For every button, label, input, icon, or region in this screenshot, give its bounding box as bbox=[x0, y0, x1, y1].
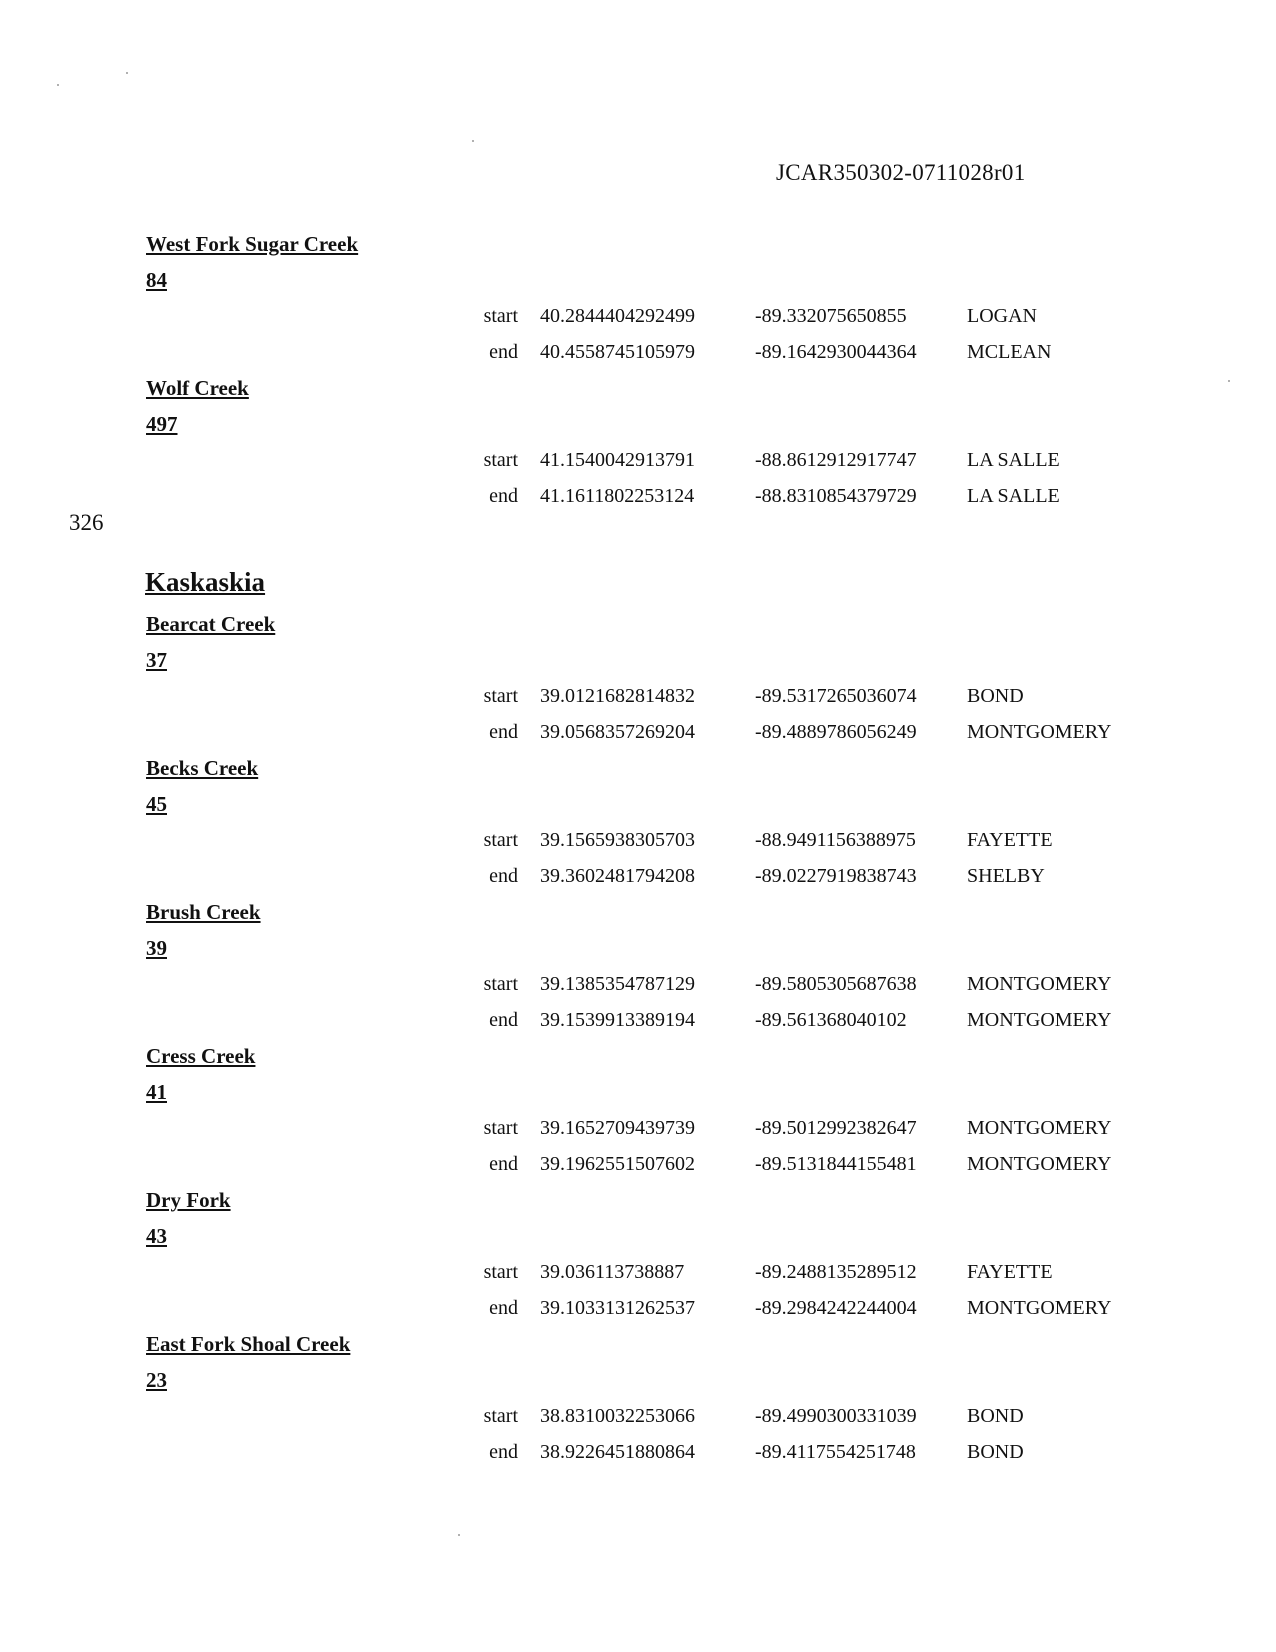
latitude-value: 39.0568357269204 bbox=[540, 721, 695, 743]
creek-code: 497 bbox=[146, 412, 178, 436]
creek-entry bbox=[0, 894, 1276, 1038]
county-name: MONTGOMERY bbox=[967, 1009, 1112, 1031]
point-label: end bbox=[489, 721, 518, 743]
coordinate-row bbox=[0, 858, 1276, 894]
latitude-value: 38.8310032253066 bbox=[540, 1405, 695, 1427]
point-label: end bbox=[489, 485, 518, 507]
creek-entry bbox=[0, 1038, 1276, 1182]
creek-name: West Fork Sugar Creek bbox=[146, 232, 359, 256]
county-name: MONTGOMERY bbox=[967, 721, 1112, 743]
scan-speck bbox=[57, 84, 59, 86]
creek-name: Dry Fork bbox=[146, 1188, 231, 1212]
coordinate-row bbox=[0, 678, 1276, 714]
basin-creek-list bbox=[0, 606, 1276, 1470]
point-label: end bbox=[489, 1297, 518, 1319]
point-label: end bbox=[489, 341, 518, 363]
latitude-value: 41.1611802253124 bbox=[540, 485, 695, 507]
longitude-value: -89.2488135289512 bbox=[755, 1261, 917, 1283]
county-name: SHELBY bbox=[967, 865, 1045, 887]
creek-code: 41 bbox=[146, 1080, 167, 1104]
latitude-value: 39.036113738887 bbox=[540, 1261, 685, 1283]
county-name: MCLEAN bbox=[967, 341, 1052, 363]
longitude-value: -88.8612912917747 bbox=[755, 449, 917, 471]
latitude-value: 39.1385354787129 bbox=[540, 973, 695, 995]
document-body bbox=[0, 226, 1276, 1470]
coordinate-row bbox=[0, 714, 1276, 750]
point-label: end bbox=[489, 1009, 518, 1031]
creek-entry bbox=[0, 1326, 1276, 1470]
coordinate-row bbox=[0, 1290, 1276, 1326]
county-name: MONTGOMERY bbox=[967, 1153, 1112, 1175]
longitude-value: -88.9491156388975 bbox=[755, 829, 916, 851]
longitude-value: -89.1642930044364 bbox=[755, 341, 917, 363]
latitude-value: 39.1033131262537 bbox=[540, 1297, 695, 1319]
pre-section bbox=[0, 226, 1276, 514]
longitude-value: -89.561368040102 bbox=[755, 1009, 907, 1031]
longitude-value: -89.5805305687638 bbox=[755, 973, 917, 995]
latitude-value: 41.1540042913791 bbox=[540, 449, 695, 471]
point-label: start bbox=[483, 1117, 518, 1139]
coordinate-row bbox=[0, 334, 1276, 370]
coordinate-row bbox=[0, 966, 1276, 1002]
point-label: end bbox=[489, 865, 518, 887]
coordinate-row bbox=[0, 298, 1276, 334]
creek-name: Wolf Creek bbox=[146, 376, 249, 400]
creek-entry bbox=[0, 750, 1276, 894]
coordinate-row bbox=[0, 1398, 1276, 1434]
county-name: BOND bbox=[967, 1441, 1024, 1463]
point-label: start bbox=[483, 1405, 518, 1427]
creek-entry bbox=[0, 370, 1276, 514]
line-number: 326 bbox=[69, 510, 104, 535]
longitude-value: -89.5012992382647 bbox=[755, 1117, 917, 1139]
county-name: FAYETTE bbox=[967, 1261, 1053, 1283]
latitude-value: 39.1539913389194 bbox=[540, 1009, 695, 1031]
creek-name: Brush Creek bbox=[146, 900, 261, 924]
longitude-value: -89.4889786056249 bbox=[755, 721, 917, 743]
basin-title: Kaskaskia bbox=[145, 567, 266, 597]
county-name: LOGAN bbox=[967, 305, 1037, 327]
coordinate-row bbox=[0, 822, 1276, 858]
creek-name: Becks Creek bbox=[146, 756, 259, 780]
scan-speck bbox=[472, 140, 474, 142]
latitude-value: 39.1565938305703 bbox=[540, 829, 695, 851]
coordinate-row bbox=[0, 1254, 1276, 1290]
creek-entry bbox=[0, 606, 1276, 750]
county-name: MONTGOMERY bbox=[967, 973, 1112, 995]
latitude-value: 40.4558745105979 bbox=[540, 341, 695, 363]
county-name: LA SALLE bbox=[967, 449, 1060, 471]
longitude-value: -88.8310854379729 bbox=[755, 485, 917, 507]
longitude-value: -89.5131844155481 bbox=[755, 1153, 917, 1175]
creek-name: East Fork Shoal Creek bbox=[146, 1332, 351, 1356]
county-name: LA SALLE bbox=[967, 485, 1060, 507]
latitude-value: 39.0121682814832 bbox=[540, 685, 695, 707]
scan-speck bbox=[458, 1534, 460, 1536]
creek-code: 23 bbox=[146, 1368, 167, 1392]
longitude-value: -89.332075650855 bbox=[755, 305, 907, 327]
coordinate-row bbox=[0, 1110, 1276, 1146]
county-name: BOND bbox=[967, 1405, 1024, 1427]
point-label: end bbox=[489, 1441, 518, 1463]
point-label: start bbox=[483, 1261, 518, 1283]
document-id: JCAR350302-0711028r01 bbox=[776, 160, 1026, 185]
creek-code: 84 bbox=[146, 268, 167, 292]
latitude-value: 39.1962551507602 bbox=[540, 1153, 695, 1175]
longitude-value: -89.0227919838743 bbox=[755, 865, 917, 887]
creek-code: 37 bbox=[146, 648, 167, 672]
county-name: MONTGOMERY bbox=[967, 1297, 1112, 1319]
creek-code: 45 bbox=[146, 792, 167, 816]
county-name: BOND bbox=[967, 685, 1024, 707]
creek-name: Bearcat Creek bbox=[146, 612, 276, 636]
coordinate-row bbox=[0, 442, 1276, 478]
creek-code: 39 bbox=[146, 936, 167, 960]
point-label: start bbox=[483, 685, 518, 707]
latitude-value: 39.3602481794208 bbox=[540, 865, 695, 887]
coordinate-row bbox=[0, 1434, 1276, 1470]
point-label: start bbox=[483, 829, 518, 851]
latitude-value: 40.2844404292499 bbox=[540, 305, 695, 327]
latitude-value: 38.9226451880864 bbox=[540, 1441, 695, 1463]
coordinate-row bbox=[0, 478, 1276, 514]
creek-code: 43 bbox=[146, 1224, 167, 1248]
county-name: FAYETTE bbox=[967, 829, 1053, 851]
coordinate-row bbox=[0, 1146, 1276, 1182]
scan-speck bbox=[126, 72, 128, 74]
point-label: start bbox=[483, 449, 518, 471]
county-name: MONTGOMERY bbox=[967, 1117, 1112, 1139]
creek-name: Cress Creek bbox=[146, 1044, 256, 1068]
longitude-value: -89.4117554251748 bbox=[755, 1441, 916, 1463]
longitude-value: -89.5317265036074 bbox=[755, 685, 917, 707]
point-label: end bbox=[489, 1153, 518, 1175]
coordinate-row bbox=[0, 1002, 1276, 1038]
point-label: start bbox=[483, 305, 518, 327]
longitude-value: -89.4990300331039 bbox=[755, 1405, 917, 1427]
longitude-value: -89.2984242244004 bbox=[755, 1297, 917, 1319]
latitude-value: 39.1652709439739 bbox=[540, 1117, 695, 1139]
point-label: start bbox=[483, 973, 518, 995]
creek-entry bbox=[0, 226, 1276, 370]
creek-entry bbox=[0, 1182, 1276, 1326]
